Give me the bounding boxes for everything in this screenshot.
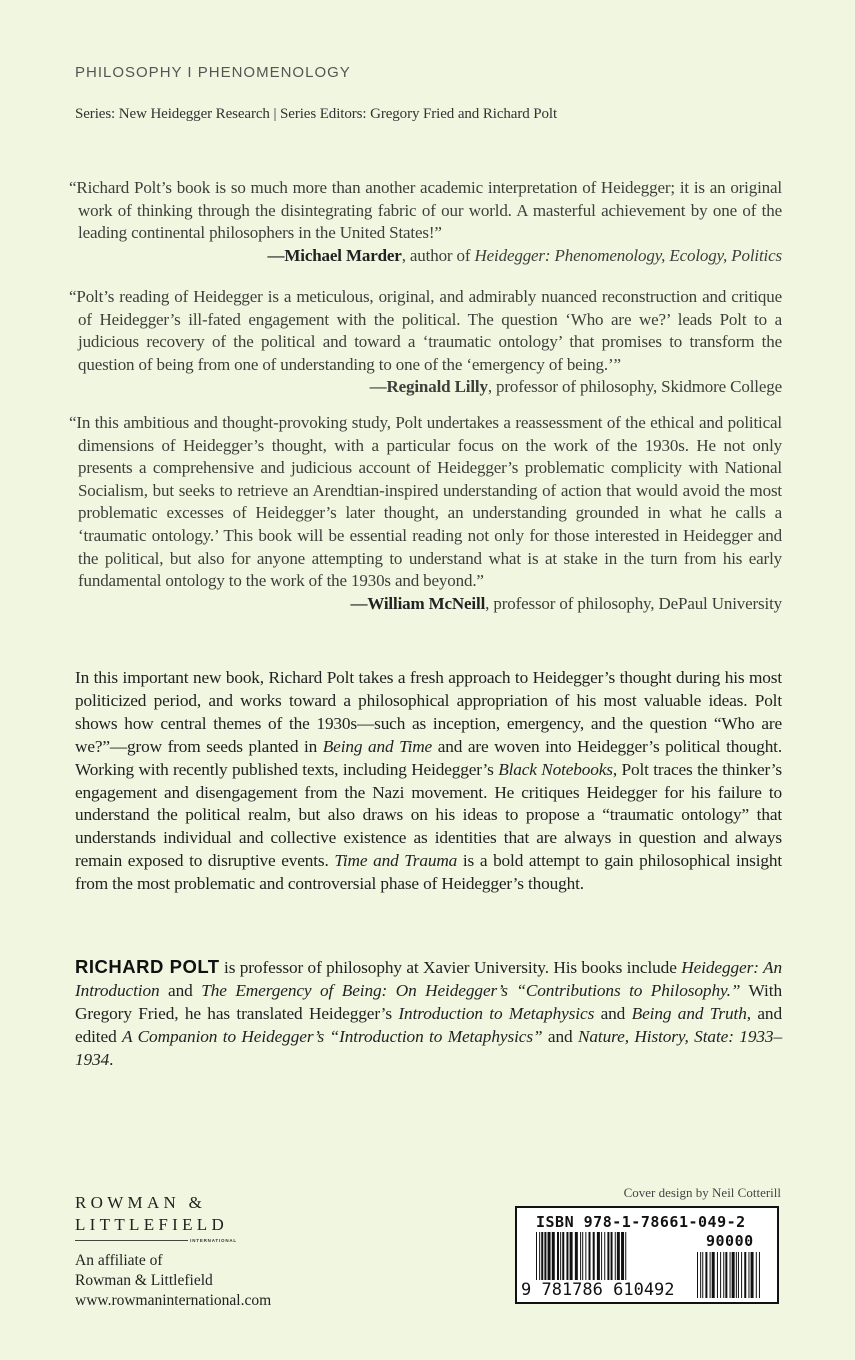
barcode-bar: [751, 1252, 754, 1298]
isbn-number: ISBN 978-1-78661-049-2: [536, 1213, 746, 1231]
publisher-logo-line1: ROWMAN &: [75, 1193, 207, 1212]
bio-text: and: [594, 1003, 632, 1023]
bio-book-title: Introduction to Metaphysics: [398, 1003, 595, 1023]
publisher-logo-subline: [75, 1238, 237, 1243]
series-info: Series: New Heidegger Research | Series Editors: Gregory Fried and Richard Polt: [75, 106, 558, 122]
barcode-bar: [710, 1252, 711, 1298]
publisher-website: www.rowmaninternational.com: [75, 1292, 272, 1309]
barcode-bar: [738, 1252, 739, 1298]
cover-design-credit: Cover design by Neil Cotterill: [623, 1185, 781, 1200]
barcode-bar: [717, 1252, 718, 1298]
barcode-bar: [702, 1252, 703, 1298]
bio-book-title: The Emergency of Being: On Heidegger’s “Contributions to Philosophy.”: [201, 980, 741, 1000]
affiliate-line: An affiliate of: [75, 1252, 163, 1269]
endorsement-attribution: [68, 245, 782, 268]
bio-text: and: [542, 1026, 578, 1046]
barcode-bar: [744, 1252, 746, 1298]
bio-text: .: [109, 1049, 114, 1069]
bio-book-title: Heidegger: An Introduction: [75, 958, 782, 1000]
description-text: is a bold attempt to gain philosophical insight from the most problematic and controversial phase of Heidegger’s thought.: [75, 851, 782, 894]
description-text: and are woven into Heidegger’s political thought. Working with recently published texts, including Heidegger’s: [75, 736, 783, 779]
bio-text: , and edited: [75, 1003, 782, 1046]
endorser-affiliation: , professor of philosophy, DePaul University: [485, 593, 782, 613]
bio-book-title: Nature, History, State: 1933–1934: [75, 1026, 783, 1069]
barcode-bar: [732, 1252, 735, 1298]
endorser-affiliation: , professor of philosophy, Skidmore College: [487, 377, 782, 397]
bio-text: is professor of philosophy at Xavier University. His books include: [219, 958, 682, 977]
title-black-notebooks: Black Notebooks: [498, 759, 613, 779]
barcode-bar: [723, 1252, 724, 1298]
endorsement-quote: “In this ambitious and thought-provoking study, Polt undertakes a reassessment of the ethical and political dimensions of Heidegger’s thought, with a particular focus on the work of the 1930s. He not only presents a comprehensive and judicious account of Heidegger’s problematic complicity with National Socialism, but seeks to retrieve an Arendtian-inspired understanding of action that would avoid the most problematic excesses of Heidegger’s later thought, an understanding grounded in what he calls a ‘traumatic ontology.’ This book will be essential reading not only for those interested in Heidegger and the political, but also for anyone attempting to understand what is at stake in the turn from his early fundamental ontology to the work of the 1930s and beyond.”: [69, 413, 782, 591]
bio-book-title: A Companion to Heidegger’s “Introduction to Metaphysics”: [122, 1026, 543, 1046]
publisher-logo-sub: INTERNATIONAL: [190, 1238, 237, 1243]
endorsement-quote: “Richard Polt’s book is so much more than another academic interpretation of Heidegger; it is an original work of thinking through the disintegrating fabric of our world. A masterful achievement by one of the leading continental philosophers in the United States!”: [69, 178, 782, 243]
barcode-bar: [736, 1252, 737, 1298]
endorser-book-title: Heidegger: Phenomenology, Ecology, Politics: [474, 245, 782, 265]
affiliate-name: Rowman & Littlefield: [75, 1272, 213, 1289]
endorsement-lilly: [68, 286, 782, 399]
quote-text: “Polt’s reading of Heidegger is a meticulous, original, and admirably nuanced reconstruction and critique of Heidegger’s ill-fated engagement with the political. The question ‘Who are we?’ leads Polt to a judicious recovery of the political and toward a ‘traumatic ontology’ that promises to transform the question of being from one of understanding to one of the ‘emergency of being.’”: [69, 287, 782, 374]
logo-rule: [75, 1240, 188, 1241]
author-name: RICHARD POLT: [75, 956, 220, 977]
book-description: [75, 667, 782, 896]
barcode-bar: [730, 1252, 731, 1298]
barcode-bar: [756, 1252, 757, 1298]
barcode-bar: [741, 1252, 742, 1298]
barcode-bar: [700, 1252, 701, 1298]
endorser-name: —Reginald Lilly: [369, 377, 488, 397]
endorsement-mcneill: [68, 412, 782, 615]
endorser-affiliation: , author of: [401, 245, 475, 265]
endorser-name: —Michael Marder: [267, 245, 402, 265]
barcode-bar: [705, 1252, 707, 1298]
barcode-bar: [748, 1252, 749, 1298]
bio-text: and: [159, 980, 202, 1000]
description-text: In this important new book, Richard Polt takes a fresh approach to Heidegger’s thought during his most politicized period, and works toward a philosophical appropriation of his most valuable ideas. Polt shows how central themes of the 1930s—such as inception, emergency, and the question “Who are we?”—grow from seeds planted in: [75, 668, 782, 756]
endorsement-attribution: [369, 376, 782, 399]
endorsement-marder: [68, 177, 782, 267]
bio-text: With Gregory Fried, he has translated Heidegger’s: [75, 980, 782, 1023]
endorsement-attribution: [68, 593, 782, 616]
title-time-and-trauma: Time and Trauma: [334, 851, 458, 871]
publisher-logo-line2: LITTLEFIELD: [75, 1215, 229, 1234]
publisher-info: [75, 1251, 271, 1311]
endorser-name: —William McNeill: [350, 593, 486, 613]
category-label: PHILOSOPHY I PHENOMENOLOGY: [75, 64, 351, 81]
title-being-and-time: Being and Time: [322, 736, 433, 756]
description-text: , Polt traces the thinker’s engagement and disengagement from the Nazi movement. He critiques Heidegger for his failure to understand the political realm, but also draws on his ideas to propose a “traumatic ontology” that understands individual and collective existence as identities that are always in question and always remain exposed to disruptive events.: [75, 759, 782, 871]
author-bio: [75, 956, 782, 1072]
barcode-bar: [725, 1252, 727, 1298]
barcode-bar: [759, 1252, 760, 1298]
endorsement-quote: [68, 286, 782, 397]
price-code: 90000: [706, 1232, 754, 1250]
isbn-barcode: [515, 1206, 779, 1304]
ean-number: 9 781786 610492: [521, 1280, 675, 1300]
addon-barcode-bars: [697, 1252, 761, 1298]
bio-book-title: Being and Truth: [631, 1003, 747, 1023]
publisher-block: [75, 1192, 271, 1311]
barcode-bar: [720, 1252, 721, 1298]
barcode-bar: [712, 1252, 715, 1298]
barcode-bar: [697, 1252, 698, 1298]
